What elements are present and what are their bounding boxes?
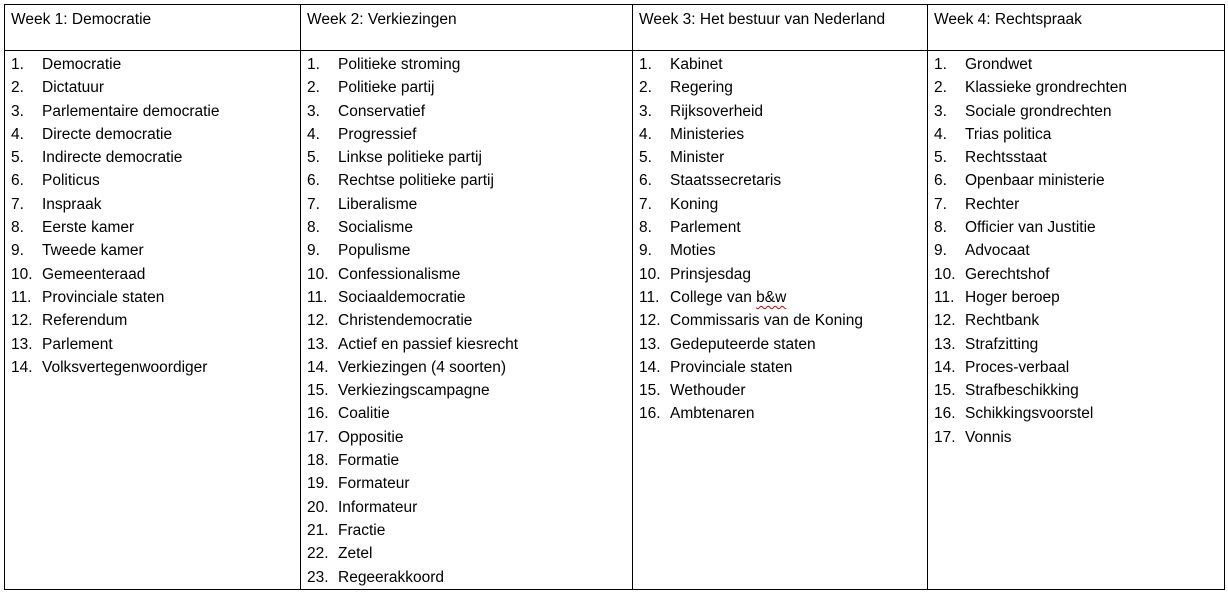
term-number: 4.: [639, 125, 652, 143]
term-number: 11.: [934, 288, 955, 306]
term-item: [307, 53, 626, 76]
term-label: Verkiezingscampagne: [338, 382, 490, 400]
term-label: Parlementaire democratie: [42, 102, 220, 120]
term-number: 16.: [639, 405, 661, 423]
term-item: [11, 356, 294, 379]
term-item: [307, 566, 626, 589]
term-label: Populisme: [338, 242, 411, 260]
week-3-header: Week 3: Het bestuur van Nederland: [633, 5, 928, 51]
terms-row: [5, 51, 1225, 590]
term-label: Politicus: [42, 172, 100, 190]
term-label: College van: [670, 288, 752, 306]
term-number: 3.: [639, 102, 652, 120]
term-number: 7.: [307, 195, 320, 213]
term-label: Verkiezingen (4 soorten): [338, 358, 507, 376]
term-item: [11, 100, 294, 123]
term-number: 14.: [307, 358, 329, 376]
term-number: 5.: [934, 149, 947, 167]
term-label: Politieke stroming: [338, 56, 461, 73]
term-label: Strafbeschikking: [965, 382, 1079, 400]
term-item: [934, 286, 1218, 309]
term-number: 4.: [11, 125, 24, 143]
week-4-cell: [928, 51, 1225, 590]
term-number: 17.: [934, 428, 956, 446]
term-item: [11, 239, 294, 262]
term-label: Democratie: [42, 56, 122, 73]
term-item: [307, 426, 626, 449]
week-1-header: Week 1: Democratie: [5, 5, 301, 51]
term-label: Moties: [670, 242, 716, 260]
term-item: [307, 146, 626, 169]
term-label: Coalitie: [338, 405, 390, 423]
week-2-cell: [301, 51, 633, 590]
term-number: 10.: [934, 265, 956, 283]
week-1-cell: [5, 51, 301, 590]
term-item: [307, 263, 626, 286]
term-label: Oppositie: [338, 428, 404, 446]
term-number: 3.: [934, 102, 947, 120]
term-label: Actief en passief kiesrecht: [338, 335, 519, 353]
term-item: [307, 519, 626, 542]
term-label: Hoger beroep: [965, 288, 1060, 306]
term-number: 5.: [639, 149, 652, 167]
term-label: Formateur: [338, 475, 410, 493]
term-number: 18.: [307, 452, 329, 470]
term-label: Eerste kamer: [42, 219, 135, 237]
week-3-term-list: [639, 53, 921, 426]
term-item: [11, 169, 294, 192]
term-number: 14.: [11, 358, 33, 376]
term-number: 19.: [307, 475, 329, 493]
term-item: [934, 356, 1218, 379]
term-item: [934, 426, 1218, 449]
term-item: [639, 53, 921, 76]
term-item: [307, 76, 626, 99]
term-item: [639, 239, 921, 262]
term-label: Officier van Justitie: [965, 219, 1096, 237]
term-item: [934, 239, 1218, 262]
header-row: [5, 5, 1225, 51]
term-item: [639, 333, 921, 356]
term-label: Advocaat: [965, 242, 1030, 260]
term-number: 3.: [11, 102, 24, 120]
term-item: [934, 333, 1218, 356]
term-label: Rechtsstaat: [965, 149, 1047, 167]
term-number: 13.: [934, 335, 956, 353]
week-4-term-list: [934, 53, 1218, 449]
term-number: 2.: [639, 79, 652, 97]
term-label: Provinciale staten: [42, 288, 165, 306]
term-number: 6.: [11, 172, 24, 190]
term-number: 20.: [307, 498, 329, 516]
term-number: 6.: [934, 172, 947, 190]
term-item: [307, 123, 626, 146]
term-number: 9.: [639, 242, 652, 260]
term-number: 7.: [934, 195, 947, 213]
term-item: [11, 76, 294, 99]
term-number: 10.: [11, 265, 33, 283]
term-item: [934, 146, 1218, 169]
week-1-term-list: [11, 53, 294, 379]
term-label: Tweede kamer: [42, 242, 144, 260]
term-item: [639, 402, 921, 425]
term-item: [307, 449, 626, 472]
term-label: Ambtenaren: [670, 405, 755, 423]
term-label: Liberalisme: [338, 195, 418, 213]
term-item: [934, 309, 1218, 332]
term-item: [307, 286, 626, 309]
term-item: [639, 263, 921, 286]
term-number: 8.: [934, 219, 947, 237]
term-number: 11.: [307, 288, 328, 306]
term-item: [934, 100, 1218, 123]
term-number: 7.: [11, 195, 24, 213]
term-label: Indirecte democratie: [42, 149, 183, 167]
term-number: 3.: [307, 102, 320, 120]
term-label: Linkse politieke partij: [338, 149, 482, 167]
term-number: 14.: [639, 358, 661, 376]
term-label: Staatssecretaris: [670, 172, 782, 190]
term-label: Grondwet: [965, 56, 1033, 73]
term-item: [639, 123, 921, 146]
term-item: [639, 379, 921, 402]
term-label: Vonnis: [965, 428, 1012, 446]
term-label: Progressief: [338, 125, 417, 143]
week-2-header: Week 2: Verkiezingen: [301, 5, 633, 51]
term-label: Minister: [670, 149, 725, 167]
term-label: Schikkingsvoorstel: [965, 405, 1094, 423]
term-item: [11, 146, 294, 169]
term-item: [934, 193, 1218, 216]
term-label: Politieke partij: [338, 79, 435, 97]
term-label: Referendum: [42, 312, 128, 330]
term-label: Rijksoverheid: [670, 102, 764, 120]
term-item: [307, 239, 626, 262]
term-label: Rechtbank: [965, 312, 1040, 330]
term-label: Regering: [670, 79, 733, 97]
term-label: Confessionalisme: [338, 265, 461, 283]
term-item: [307, 333, 626, 356]
term-number: 8.: [307, 219, 320, 237]
term-label: Gedeputeerde staten: [670, 335, 816, 353]
term-number: 4.: [307, 125, 320, 143]
term-item: [934, 263, 1218, 286]
term-label: Sociale grondrechten: [965, 102, 1112, 120]
term-item: [307, 402, 626, 425]
term-number: 15.: [639, 382, 661, 400]
term-number: 8.: [11, 219, 24, 237]
week-2-term-list: [307, 53, 626, 589]
term-number: 12.: [11, 312, 33, 330]
term-number: 16.: [307, 405, 329, 423]
term-item: [307, 496, 626, 519]
term-number: 15.: [307, 382, 329, 400]
term-label: Openbaar ministerie: [965, 172, 1105, 190]
term-item: [307, 309, 626, 332]
term-item: [11, 123, 294, 146]
term-number: 13.: [11, 335, 33, 353]
term-number: 17.: [307, 428, 329, 446]
term-item: [934, 402, 1218, 425]
term-label: Parlement: [670, 219, 741, 237]
term-number: 12.: [307, 312, 329, 330]
term-item: [307, 379, 626, 402]
term-item: [307, 193, 626, 216]
term-label: Conservatief: [338, 102, 426, 120]
term-number: 10.: [639, 265, 661, 283]
term-label: Parlement: [42, 335, 113, 353]
term-label: Trias politica: [965, 125, 1052, 143]
term-label: Sociaaldemocratie: [338, 288, 466, 306]
term-number: 15.: [934, 382, 956, 400]
term-label: Wethouder: [670, 382, 746, 400]
term-item: [934, 123, 1218, 146]
term-label: Christendemocratie: [338, 312, 473, 330]
term-number: 1.: [934, 56, 947, 73]
term-item: [307, 472, 626, 495]
term-number: 16.: [934, 405, 956, 423]
term-number: 6.: [639, 172, 652, 190]
term-number: 14.: [934, 358, 956, 376]
term-label: Directe democratie: [42, 125, 173, 143]
term-item: [934, 216, 1218, 239]
term-item: [11, 286, 294, 309]
term-label: Gerechtshof: [965, 265, 1050, 283]
term-label: Dictatuur: [42, 79, 105, 97]
term-number: 11.: [639, 288, 660, 306]
term-label: Formatie: [338, 452, 400, 470]
term-number: 9.: [934, 242, 947, 260]
term-label: Provinciale staten: [670, 358, 793, 376]
term-number: 9.: [307, 242, 320, 260]
term-item: [639, 100, 921, 123]
term-item: [11, 263, 294, 286]
term-item: [639, 76, 921, 99]
term-number: 22.: [307, 545, 329, 563]
term-label: Socialisme: [338, 219, 413, 237]
term-item: [934, 76, 1218, 99]
term-number: 1.: [639, 56, 652, 73]
term-item: [639, 356, 921, 379]
term-item: [11, 309, 294, 332]
term-label: Rechtse politieke partij: [338, 172, 494, 190]
term-label: Klassieke grondrechten: [965, 79, 1127, 97]
term-item: [307, 169, 626, 192]
term-number: 2.: [11, 79, 24, 97]
term-number: 4.: [934, 125, 947, 143]
term-item: [11, 216, 294, 239]
term-item: [934, 169, 1218, 192]
term-number: 1.: [11, 56, 24, 73]
term-item: [307, 216, 626, 239]
term-item: [639, 309, 921, 332]
term-item: [934, 53, 1218, 76]
term-number: 6.: [307, 172, 320, 190]
term-label: Regeerakkoord: [338, 568, 444, 586]
term-number: 11.: [11, 288, 32, 306]
term-label: Proces-verbaal: [965, 358, 1070, 376]
term-number: 21.: [307, 521, 329, 539]
term-number: 12.: [639, 312, 661, 330]
term-number: 8.: [639, 219, 652, 237]
term-item: [639, 286, 921, 309]
term-item: [11, 333, 294, 356]
term-item: [639, 169, 921, 192]
term-number: 13.: [307, 335, 329, 353]
term-item: [307, 356, 626, 379]
vocabulary-table: [4, 4, 1225, 590]
term-number: 2.: [934, 79, 947, 97]
term-number: 2.: [307, 79, 320, 97]
term-number: 5.: [307, 149, 320, 167]
term-number: 9.: [11, 242, 24, 260]
term-label: Zetel: [338, 545, 373, 563]
term-number: 7.: [639, 195, 652, 213]
term-number: 5.: [11, 149, 24, 167]
week-4-header: Week 4: Rechtspraak: [928, 5, 1225, 51]
term-label: Strafzitting: [965, 335, 1039, 353]
term-number: 13.: [639, 335, 661, 353]
spellcheck-flagged-word: b&w: [756, 288, 787, 306]
term-number: 12.: [934, 312, 956, 330]
term-item: [307, 542, 626, 565]
term-item: [639, 216, 921, 239]
term-label: Inspraak: [42, 195, 102, 213]
term-number: 1.: [307, 56, 320, 73]
term-label: Rechter: [965, 195, 1020, 213]
term-item: [11, 53, 294, 76]
term-label: Kabinet: [670, 56, 723, 73]
term-item: [639, 146, 921, 169]
term-label: Prinsjesdag: [670, 265, 751, 283]
term-label: Gemeenteraad: [42, 265, 146, 283]
term-item: [934, 379, 1218, 402]
term-number: 23.: [307, 568, 329, 586]
term-item: [639, 193, 921, 216]
term-label: Ministeries: [670, 125, 745, 143]
term-label: Informateur: [338, 498, 418, 516]
term-item: [11, 193, 294, 216]
term-item: [307, 100, 626, 123]
term-label: Volksvertegenwoordiger: [42, 358, 208, 376]
term-number: 10.: [307, 265, 329, 283]
term-label: Fractie: [338, 521, 386, 539]
term-label: Koning: [670, 195, 719, 213]
term-label: Commissaris van de Koning: [670, 312, 863, 330]
week-3-cell: [633, 51, 928, 590]
